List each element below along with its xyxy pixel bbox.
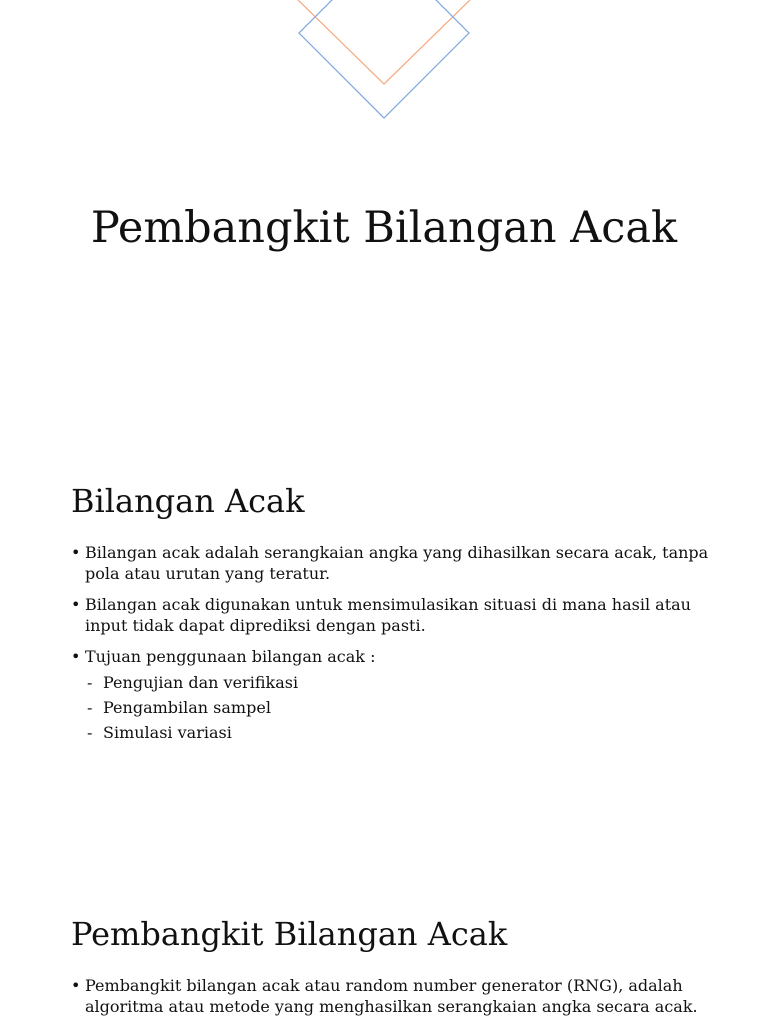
bullet-item [71,646,711,743]
bullet-list-pembangkit [71,975,711,1024]
bullet-text: Bilangan acak adalah serangkaian angka yang dihasilkan secara acak, tanpa pola atau urutan yang teratur. [85,543,709,583]
dash-marker: - [87,723,93,742]
sub-item [85,672,711,693]
sub-item [85,722,711,743]
sub-list-tujuan [85,672,711,743]
slide-title: Pembangkit Bilangan Acak [90,203,678,253]
bullet-list-bilangan-acak [71,542,711,753]
sub-item [85,697,711,718]
bullet-text: Bilangan acak digunakan untuk mensimulasikan situasi di mana hasil atau input tidak dapat diprediksi dengan pasti. [85,595,691,635]
bullet-item [71,594,711,636]
bullet-item [71,975,711,1017]
dash-marker: - [87,673,93,692]
section-heading-pembangkit: Pembangkit Bilangan Acak [71,915,508,953]
orange-diamond-outline [298,0,470,84]
bullet-item [71,542,711,584]
diamond-decoration [0,0,768,130]
sub-item-text: Pengujian dan verifikasi [103,673,299,692]
bullet-text: Pembangkit bilangan acak atau random number generator (RNG), adalah algoritma atau metode yang menghasilkan serangkaian angka secara acak. [85,976,698,1016]
dash-marker: - [87,698,93,717]
blue-diamond-outline [299,0,469,118]
bullet-text: Tujuan penggunaan bilangan acak : [85,647,376,666]
sub-item-text: Pengambilan sampel [103,698,271,717]
section-heading-bilangan-acak: Bilangan Acak [71,482,305,520]
sub-item-text: Simulasi variasi [103,723,232,742]
